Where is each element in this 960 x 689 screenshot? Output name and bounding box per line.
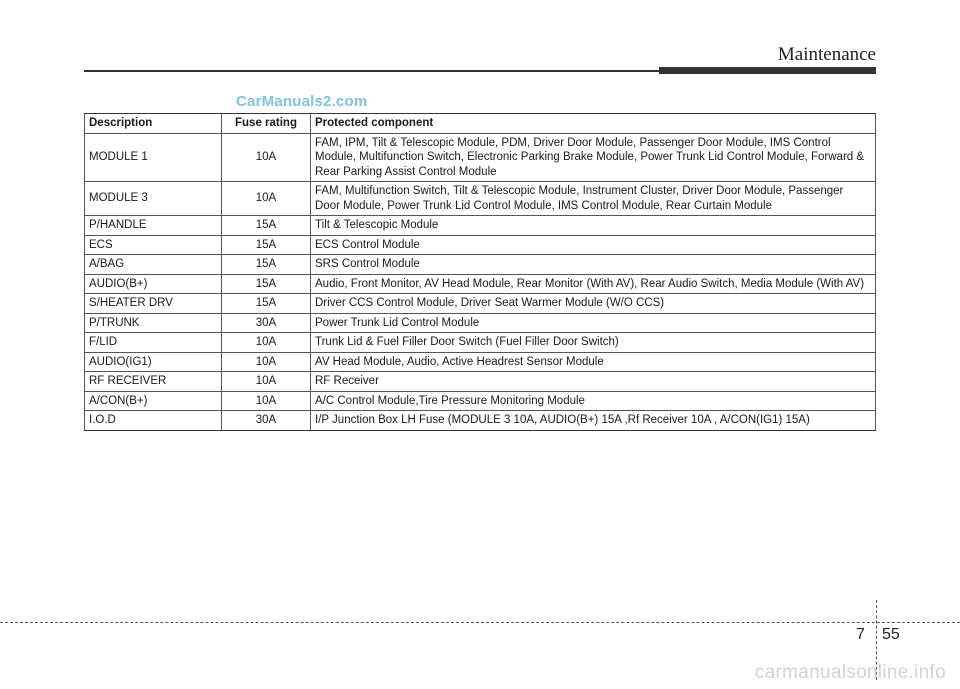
cell-protected-component: FAM, Multifunction Switch, Tilt & Telescopic Module, Instrument Cluster, Driver Door Module, Passenger Door Module, Power Trunk Lid Control Module, IMS Control Module, Rear Curtain Module	[311, 182, 876, 216]
cell-fuse-rating: 15A	[222, 216, 311, 236]
cell-protected-component: Tilt & Telescopic Module	[311, 216, 876, 236]
cell-fuse-rating: 10A	[222, 333, 311, 353]
cell-fuse-rating: 15A	[222, 255, 311, 275]
watermark-bottom[interactable]: carmanualsonline.info	[754, 662, 946, 683]
table-row	[85, 255, 876, 275]
cell-protected-component: AV Head Module, Audio, Active Headrest Sensor Module	[311, 352, 876, 372]
table-row	[85, 313, 876, 333]
watermark-top[interactable]: CarManuals2.com	[236, 93, 368, 110]
section-title: Maintenance	[777, 44, 876, 65]
column-header-protected-component: Protected component	[311, 114, 876, 134]
cell-description: P/TRUNK	[85, 313, 222, 333]
header-rule	[84, 70, 659, 72]
cell-fuse-rating: 30A	[222, 411, 311, 431]
table-row	[85, 372, 876, 392]
table-row	[85, 391, 876, 411]
cell-protected-component: I/P Junction Box LH Fuse (MODULE 3 10A, AUDIO(B+) 15A ,Rf Receiver 10A , A/CON(IG1) 15A)	[311, 411, 876, 431]
cell-description: A/BAG	[85, 255, 222, 275]
column-header-description: Description	[85, 114, 222, 134]
cell-protected-component: Driver CCS Control Module, Driver Seat Warmer Module (W/O CCS)	[311, 294, 876, 314]
cell-fuse-rating: 10A	[222, 372, 311, 392]
cell-protected-component: RF Receiver	[311, 372, 876, 392]
cell-protected-component: Audio, Front Monitor, AV Head Module, Rear Monitor (With AV), Rear Audio Switch, Media Module (With AV)	[311, 274, 876, 294]
cell-fuse-rating: 10A	[222, 182, 311, 216]
cell-description: RF RECEIVER	[85, 372, 222, 392]
column-header-fuse-rating: Fuse rating	[222, 114, 311, 134]
cell-description: ECS	[85, 235, 222, 255]
page-number: 55	[882, 626, 900, 643]
cell-description: F/LID	[85, 333, 222, 353]
cell-protected-component: FAM, IPM, Tilt & Telescopic Module, PDM, Driver Door Module, Passenger Door Module, IMS Control Module, Multifunction Switch, Electronic Parking Brake Module, Power Trunk Lid Control Module, Forward & Rear Parking Assist Control Module	[311, 133, 876, 182]
cell-protected-component: Trunk Lid & Fuel Filler Door Switch (Fuel Filler Door Switch)	[311, 333, 876, 353]
cell-fuse-rating: 10A	[222, 352, 311, 372]
cell-description: AUDIO(B+)	[85, 274, 222, 294]
table-row	[85, 411, 876, 431]
table-row	[85, 274, 876, 294]
cell-protected-component: Power Trunk Lid Control Module	[311, 313, 876, 333]
table-row	[85, 294, 876, 314]
cell-fuse-rating: 15A	[222, 274, 311, 294]
table-row	[85, 333, 876, 353]
cell-description: I.O.D	[85, 411, 222, 431]
cell-fuse-rating: 10A	[222, 391, 311, 411]
cell-fuse-rating: 10A	[222, 133, 311, 182]
table-row	[85, 182, 876, 216]
cell-protected-component: A/C Control Module,Tire Pressure Monitoring Module	[311, 391, 876, 411]
table-row	[85, 133, 876, 182]
footer-rule	[0, 622, 960, 623]
cell-description: MODULE 1	[85, 133, 222, 182]
fuse-table	[84, 113, 876, 431]
table-row	[85, 216, 876, 236]
cell-description: A/CON(B+)	[85, 391, 222, 411]
table-header-row	[85, 114, 876, 134]
chapter-number: 7	[856, 626, 865, 643]
cell-fuse-rating: 15A	[222, 235, 311, 255]
table-row	[85, 235, 876, 255]
cell-fuse-rating: 30A	[222, 313, 311, 333]
cell-protected-component: ECS Control Module	[311, 235, 876, 255]
cell-description: AUDIO(IG1)	[85, 352, 222, 372]
cell-description: P/HANDLE	[85, 216, 222, 236]
table-row	[85, 352, 876, 372]
cell-description: S/HEATER DRV	[85, 294, 222, 314]
cell-description: MODULE 3	[85, 182, 222, 216]
cell-fuse-rating: 15A	[222, 294, 311, 314]
cell-protected-component: SRS Control Module	[311, 255, 876, 275]
header-rule-accent	[659, 67, 876, 74]
